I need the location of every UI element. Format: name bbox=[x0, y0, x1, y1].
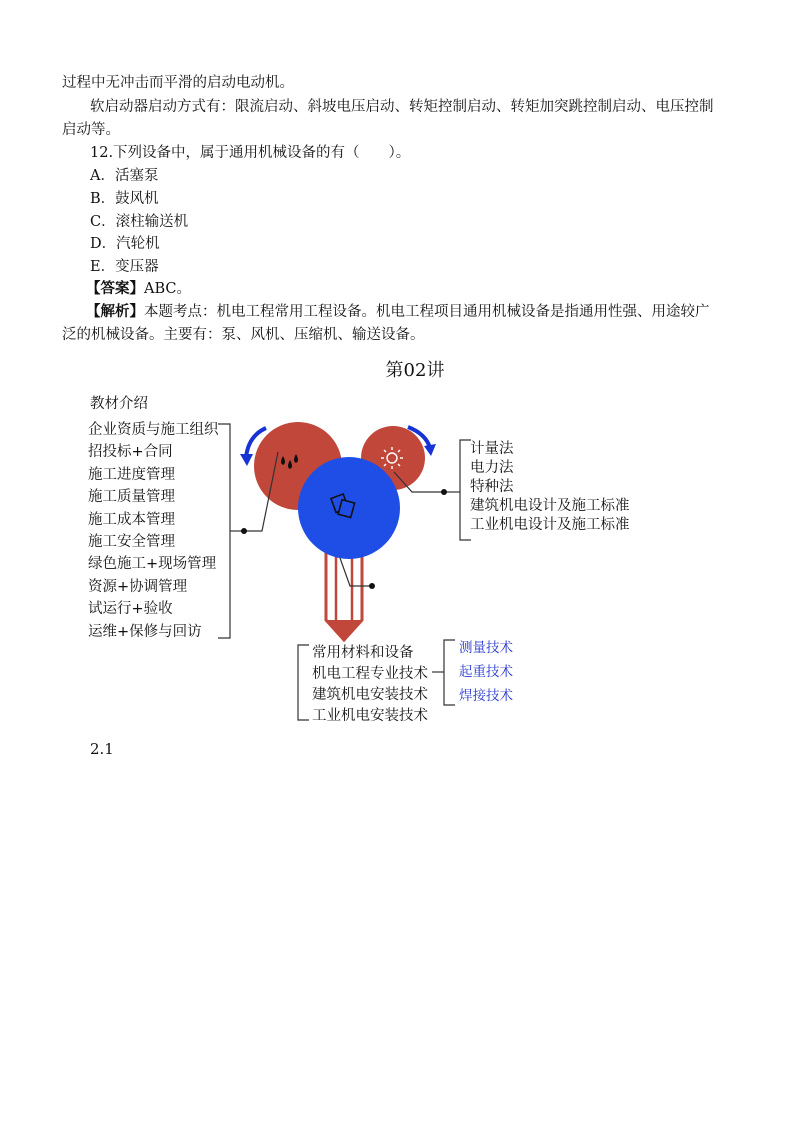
right-list-item: 电力法 bbox=[470, 460, 514, 476]
left-list-item: 施工进度管理 bbox=[88, 466, 175, 483]
sub-list-item: 测量技术 bbox=[459, 640, 513, 656]
left-list-item: 施工安全管理 bbox=[88, 533, 175, 550]
sub-list-item: 焊接技术 bbox=[459, 688, 513, 704]
left-list-item: 招投标+合同 bbox=[88, 444, 173, 461]
left-list bbox=[88, 419, 219, 643]
option-d: D．汽轮机 bbox=[90, 236, 160, 252]
right-list-item: 工业机电设计及施工标准 bbox=[470, 517, 630, 533]
left-list-item: 企业资质与施工组织 bbox=[88, 422, 219, 438]
intro-line-2a: 软启动器启动方式有：限流启动、斜坡电压启动、转矩控制启动、转矩加突跳控制启动、电压控制 bbox=[90, 99, 714, 115]
bottom-list-item: 机电工程专业技术 bbox=[312, 666, 428, 682]
pencil-icon bbox=[326, 552, 362, 640]
left-list-item: 试运行+验收 bbox=[88, 601, 173, 618]
right-list-item: 特种法 bbox=[470, 479, 514, 495]
footer-number: 2.1 bbox=[90, 740, 114, 758]
question-stem: 12.下列设备中，属于通用机械设备的有（ ）。 bbox=[90, 145, 411, 161]
left-list-item: 运维+保修与回访 bbox=[88, 623, 202, 640]
left-list-item: 绿色施工+现场管理 bbox=[88, 556, 217, 573]
right-list-item: 计量法 bbox=[470, 441, 514, 457]
answer-label: 【答案】 bbox=[86, 280, 144, 297]
bottom-list-item: 常用材料和设备 bbox=[312, 645, 414, 661]
analysis-line-b: 泛的机械设备。主要有：泵、风机、压缩机、输送设备。 bbox=[62, 327, 425, 343]
left-list-item: 施工质量管理 bbox=[88, 489, 175, 506]
left-list-item: 施工成本管理 bbox=[88, 511, 175, 528]
right-list bbox=[470, 440, 630, 535]
option-e: E．变压器 bbox=[90, 259, 159, 275]
bottom-sub-list bbox=[459, 636, 513, 708]
bottom-list-item: 工业机电安装技术 bbox=[312, 708, 428, 724]
analysis-text-a: 本题考点：机电工程常用工程设备。机电工程项目通用机械设备是指通用性强、用途较广 bbox=[144, 304, 710, 320]
bottom-list-item: 建筑机电安装技术 bbox=[312, 687, 428, 703]
option-b: B．鼓风机 bbox=[90, 191, 159, 207]
diagram-heading: 教材介绍 bbox=[90, 396, 148, 412]
sub-list-item: 起重技术 bbox=[459, 664, 513, 680]
option-c: C．滚柱输送机 bbox=[90, 214, 189, 230]
analysis-label: 【解析】 bbox=[86, 303, 144, 320]
section-title: 第02讲 bbox=[385, 360, 445, 381]
right-list-item: 建筑机电设计及施工标准 bbox=[470, 498, 630, 514]
bottom-list bbox=[312, 643, 428, 727]
intro-line-2b: 启动等。 bbox=[62, 122, 120, 138]
intro-line-1: 过程中无冲击而平滑的启动电动机。 bbox=[62, 75, 294, 91]
left-list-item: 资源+协调管理 bbox=[88, 578, 188, 595]
answer-value: ABC。 bbox=[144, 281, 191, 297]
option-a: A．活塞泵 bbox=[90, 168, 159, 184]
